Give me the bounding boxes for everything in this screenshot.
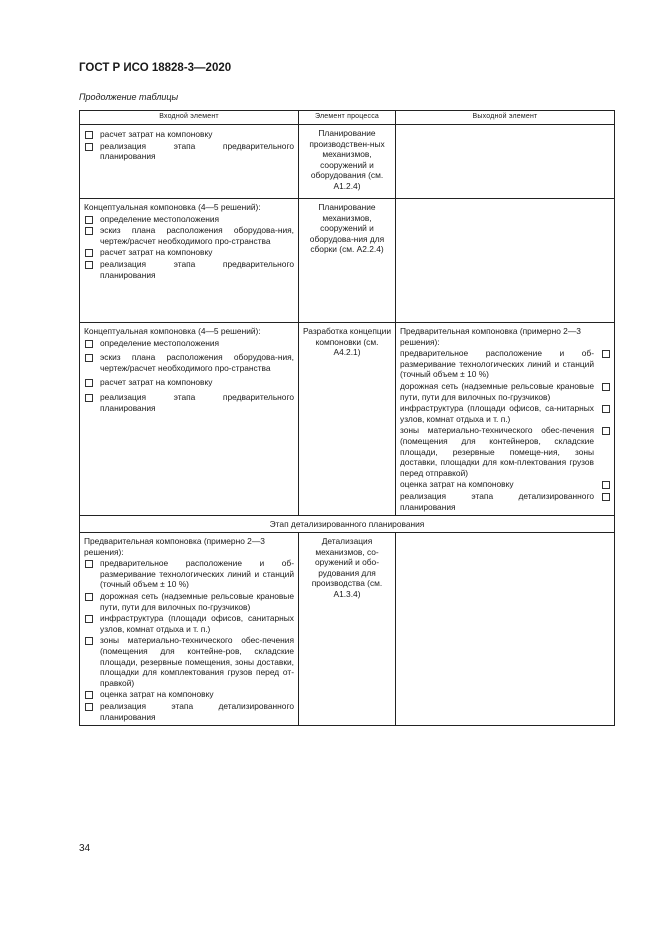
checkbox-icon[interactable] [85, 227, 93, 235]
table-row [80, 533, 615, 726]
checkbox-icon[interactable] [602, 350, 610, 358]
checkbox-icon[interactable] [85, 131, 93, 139]
checkbox-icon[interactable] [602, 481, 610, 489]
checkbox-icon[interactable] [85, 261, 93, 269]
checklist-item: расчет затрат на компоновку [84, 377, 294, 388]
input-intro: Предварительная компоновка (примерно 2—3 решения): [84, 536, 265, 557]
checklist-item: реализация этапа предварительного планирования [84, 259, 294, 280]
checklist-item: зоны материально-технического обес-печения (помещения для контейнеров, складские площади, резервные помеще-ния, зоны доставки, площадки для ком-плектования грузов перед отправкой) [400, 425, 610, 478]
checklist-item: реализация этапа детализированного планирования [84, 701, 294, 722]
output-cell [396, 125, 615, 199]
page-number: 34 [79, 843, 91, 854]
input-cell [80, 199, 299, 323]
checkbox-icon[interactable] [85, 249, 93, 257]
checkbox-icon[interactable] [85, 593, 93, 601]
checkbox-icon[interactable] [85, 340, 93, 348]
checkbox-icon[interactable] [85, 394, 93, 402]
checklist-item: реализация этапа предварительного планирования [84, 141, 294, 162]
output-cell [396, 323, 615, 516]
checkbox-icon[interactable] [602, 383, 610, 391]
process-cell: Планирование механизмов, сооружений и оборудова-ния для сборки (см. А2.2.4) [299, 199, 396, 323]
table-continuation-label: Продолжение таблицы [79, 92, 179, 102]
checklist-item: инфраструктура (площади офисов, санитарных узлов, комнат отдыха и т. п.) [84, 613, 294, 634]
table-row [80, 199, 615, 323]
output-intro: Предварительная компоновка (примерно 2—3 решения): [400, 326, 581, 347]
input-cell [80, 323, 299, 516]
column-header-output: Выходной элемент [396, 111, 615, 125]
checklist-item: эскиз плана расположения оборудова-ния, чертеж/расчет необходимого про-странства [84, 352, 294, 373]
checkbox-icon[interactable] [602, 405, 610, 413]
checklist-item: предварительное расположение и об-размеривание технологических линий и станций (точный объем ± 10 %) [84, 558, 294, 590]
checkbox-icon[interactable] [85, 143, 93, 151]
input-intro: Концептуальная компоновка (4—5 решений): [84, 202, 261, 212]
checkbox-icon[interactable] [85, 703, 93, 711]
output-cell [396, 199, 615, 323]
column-header-input: Входной элемент [80, 111, 299, 125]
checklist-item: дорожная сеть (надземные рельсовые крановые пути, пути для вилочных по-грузчиков) [400, 381, 610, 402]
table-row [80, 125, 615, 199]
input-cell [80, 533, 299, 726]
table-header-row [80, 111, 615, 125]
checklist-item: зоны материально-технического обес-печения (помещения для контейне-ров, складские площади, резервные помещения, зоны доставки, площадки для комплектования грузов перед от-правкой) [84, 635, 294, 688]
checkbox-icon[interactable] [85, 354, 93, 362]
checkbox-icon[interactable] [85, 560, 93, 568]
checklist-item: реализация этапа детализированного планирования [400, 491, 610, 512]
checklist-item: определение местоположения [84, 338, 294, 349]
process-cell: Разработка концепции компоновки (см. А4.2.1) [299, 323, 396, 516]
process-cell: Детализация механизмов, со-оружений и обо-рудования для производства (см. А1.3.4) [299, 533, 396, 726]
document-header: ГОСТ Р ИСО 18828-3—2020 [79, 62, 232, 74]
checkbox-icon[interactable] [85, 615, 93, 623]
table-row [80, 323, 615, 516]
checkbox-icon[interactable] [602, 427, 610, 435]
checklist-item: дорожная сеть (надземные рельсовые крановые пути, пути для вилочных по-грузчиков) [84, 591, 294, 612]
checklist-item: предварительное расположение и об-размеривание технологических линий и станций (точный объем ± 10 %) [400, 348, 610, 380]
checkbox-icon[interactable] [85, 691, 93, 699]
checklist-item: оценка затрат на компоновку [400, 479, 610, 490]
process-cell: Планирование производствен-ных механизмов, сооружений и оборудования (см. А1.2.4) [299, 125, 396, 199]
checklist-item: реализация этапа предварительного планирования [84, 392, 294, 413]
checklist-item: инфраструктура (площади офисов, са-нитарных узлов, комнат отдыха и т. п.) [400, 403, 610, 424]
checkbox-icon[interactable] [85, 637, 93, 645]
checklist-item: оценка затрат на компоновку [84, 689, 294, 700]
checklist-item: определение местоположения [84, 214, 294, 225]
input-cell [80, 125, 299, 199]
checklist-item: расчет затрат на компоновку [84, 247, 294, 258]
checklist-item: расчет затрат на компоновку [84, 129, 294, 140]
checkbox-icon[interactable] [85, 216, 93, 224]
input-intro: Концептуальная компоновка (4—5 решений): [84, 326, 261, 336]
process-table [79, 110, 615, 726]
stage-row [80, 516, 615, 533]
column-header-process: Элемент процесса [299, 111, 396, 125]
checklist-item: эскиз плана расположения оборудова-ния, чертеж/расчет необходимого про-странства [84, 225, 294, 246]
checkbox-icon[interactable] [602, 493, 610, 501]
stage-title: Этап детализированного планирования [80, 516, 615, 533]
output-cell [396, 533, 615, 726]
checkbox-icon[interactable] [85, 379, 93, 387]
